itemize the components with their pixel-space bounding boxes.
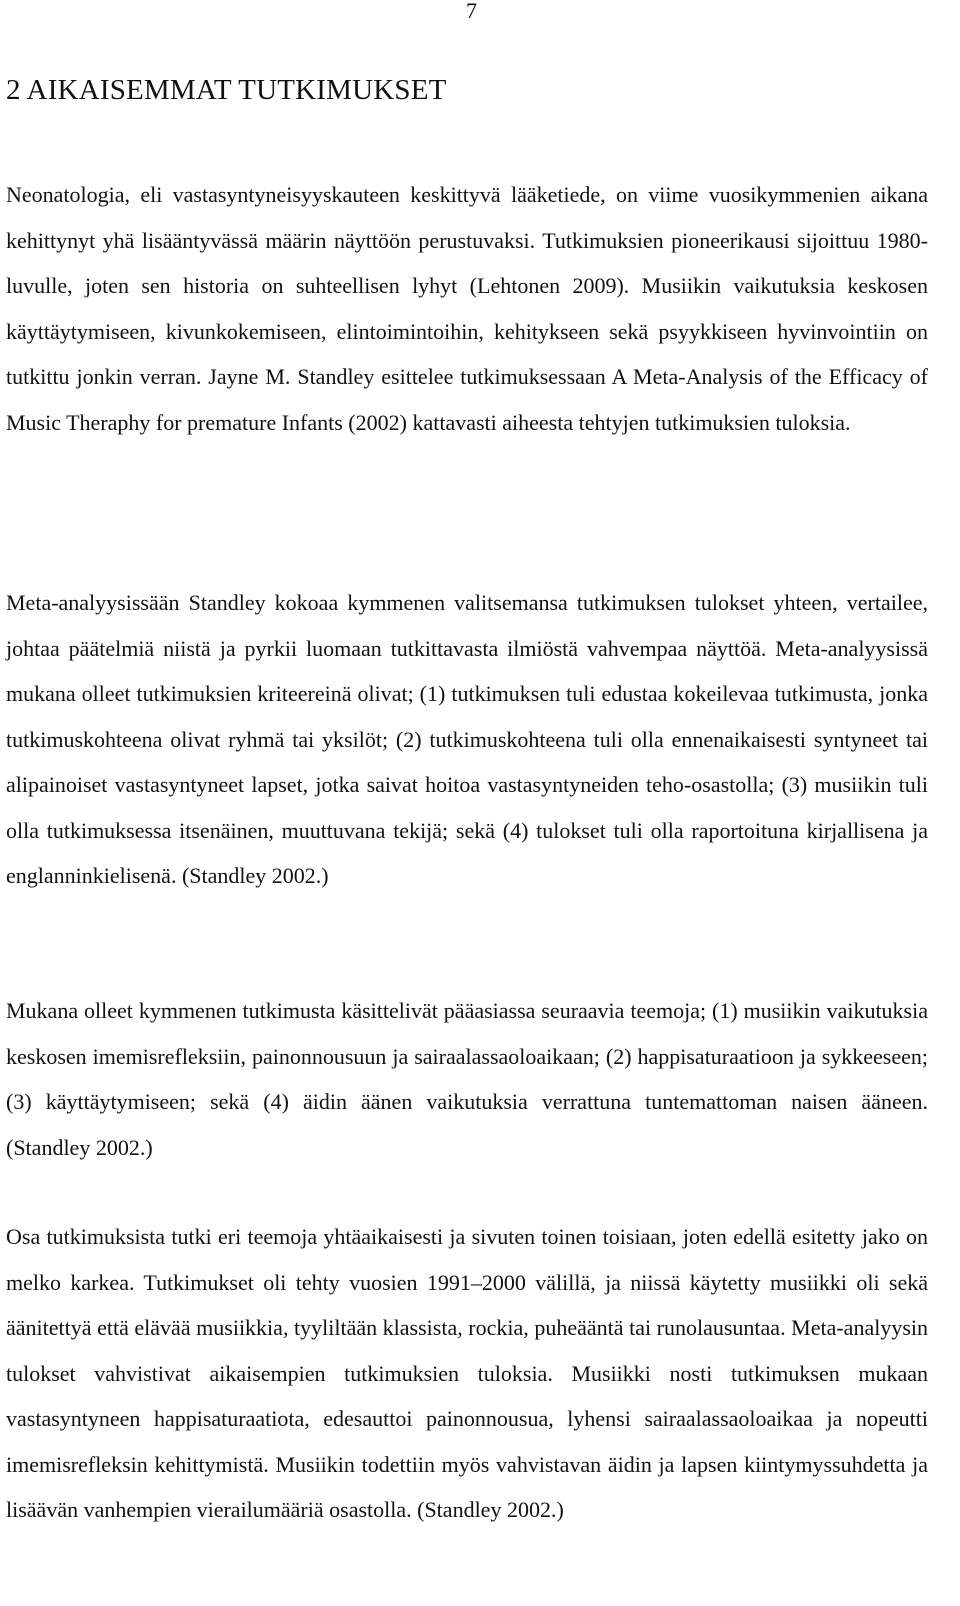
paragraph-study-results: Osa tutkimuksista tutki eri teemoja yhtäaikaisesti ja sivuten toinen toisiaan, joten edellä esitetty jako on melko karkea. Tutkimukset oli tehty vuosien 1991–2000 välillä, ja niissä käytetty musiikki oli sekä äänitettyä että elävää musiikkia, tyyliltään klassista, rockia, puheääntä tai runolausuntaa. Meta-analyysin tulokset vahvistivat aikaisempien tutkimuksien tuloksia. Musiikki nosti tutkimuksen mukaan vastasyntyneen happisaturaatiota, edesauttoi painonnousua, lyhensi sairaalassaoloaikaa ja nopeutti imemisrefleksin kehittymistä. Musiikin todettiin myös vahvistavan äidin ja lapsen kiintymyssuhdetta ja lisäävän vanhempien vierailumääriä osastolla. (Standley 2002.) [6, 1224, 928, 1522]
paragraph-study-themes: Mukana olleet kymmenen tutkimusta käsittelivät pääasiassa seuraavia teemoja; (1) musiikin vaikutuksia keskosen imemisrefleksiin, painonnousuun ja sairaalassaoloaikaan; (2) happisaturaatioon ja sykkeeseen; (3) käyttäytymiseen; sekä (4) äidin äänen vaikutuksia verrattuna tuntemattoman naisen ääneen. (Standley 2002.) [6, 998, 928, 1160]
paragraph-neonatology: Neonatologia, eli vastasyntyneisyyskauteen keskittyvä lääketiede, on viime vuosikymmenien aikana kehittynyt yhä lisääntyvässä määrin näyttöön perustuvaksi. Tutkimuksien pioneerikausi sijoittuu 1980- luvulle, joten sen historia on suhteellisen lyhyt (Lehtonen 2009). Musiikin vaikutuksia keskosen käyttäytymiseen, kivunkokemiseen, elintoimintoihin, kehitykseen sekä psyykkiseen hyvinvointiin on tutkittu jonkin verran. Jayne M. Standley esittelee tutkimuksessaan A Meta-Analysis of the Efficacy of Music Theraphy for premature Infants (2002) kattavasti aiheesta tehtyjen tutkimuksien tuloksia. [6, 182, 928, 435]
page-number: 7 [466, 0, 477, 23]
section-heading: 2 AIKAISEMMAT TUTKIMUKSET [6, 74, 447, 106]
paragraph-meta-analysis-criteria: Meta-analyysissään Standley kokoaa kymmenen valitsemansa tutkimuksen tulokset yhteen, vertailee, johtaa päätelmiä niistä ja pyrkii luomaan tutkittavasta ilmiöstä vahvempaa näyttöä. Meta-analyysissä mukana olleet tutkimuksien kriteereinä olivat; (1) tutkimuksen tuli edustaa kokeilevaa tutkimusta, jonka tutkimuskohteena olivat ryhmä tai yksilöt; (2) tutkimuskohteena tuli olla ennenaikaisesti syntyneet tai alipainoiset vastasyntyneet lapset, jotka saivat hoitoa vastasyntyneiden teho-osastolla; (3) musiikin tuli olla tutkimuksessa itsenäinen, muuttuvana tekijä; sekä (4) tulokset tuli olla raportoituna kirjallisena ja englanninkielisenä. (Standley 2002.) [6, 590, 928, 888]
